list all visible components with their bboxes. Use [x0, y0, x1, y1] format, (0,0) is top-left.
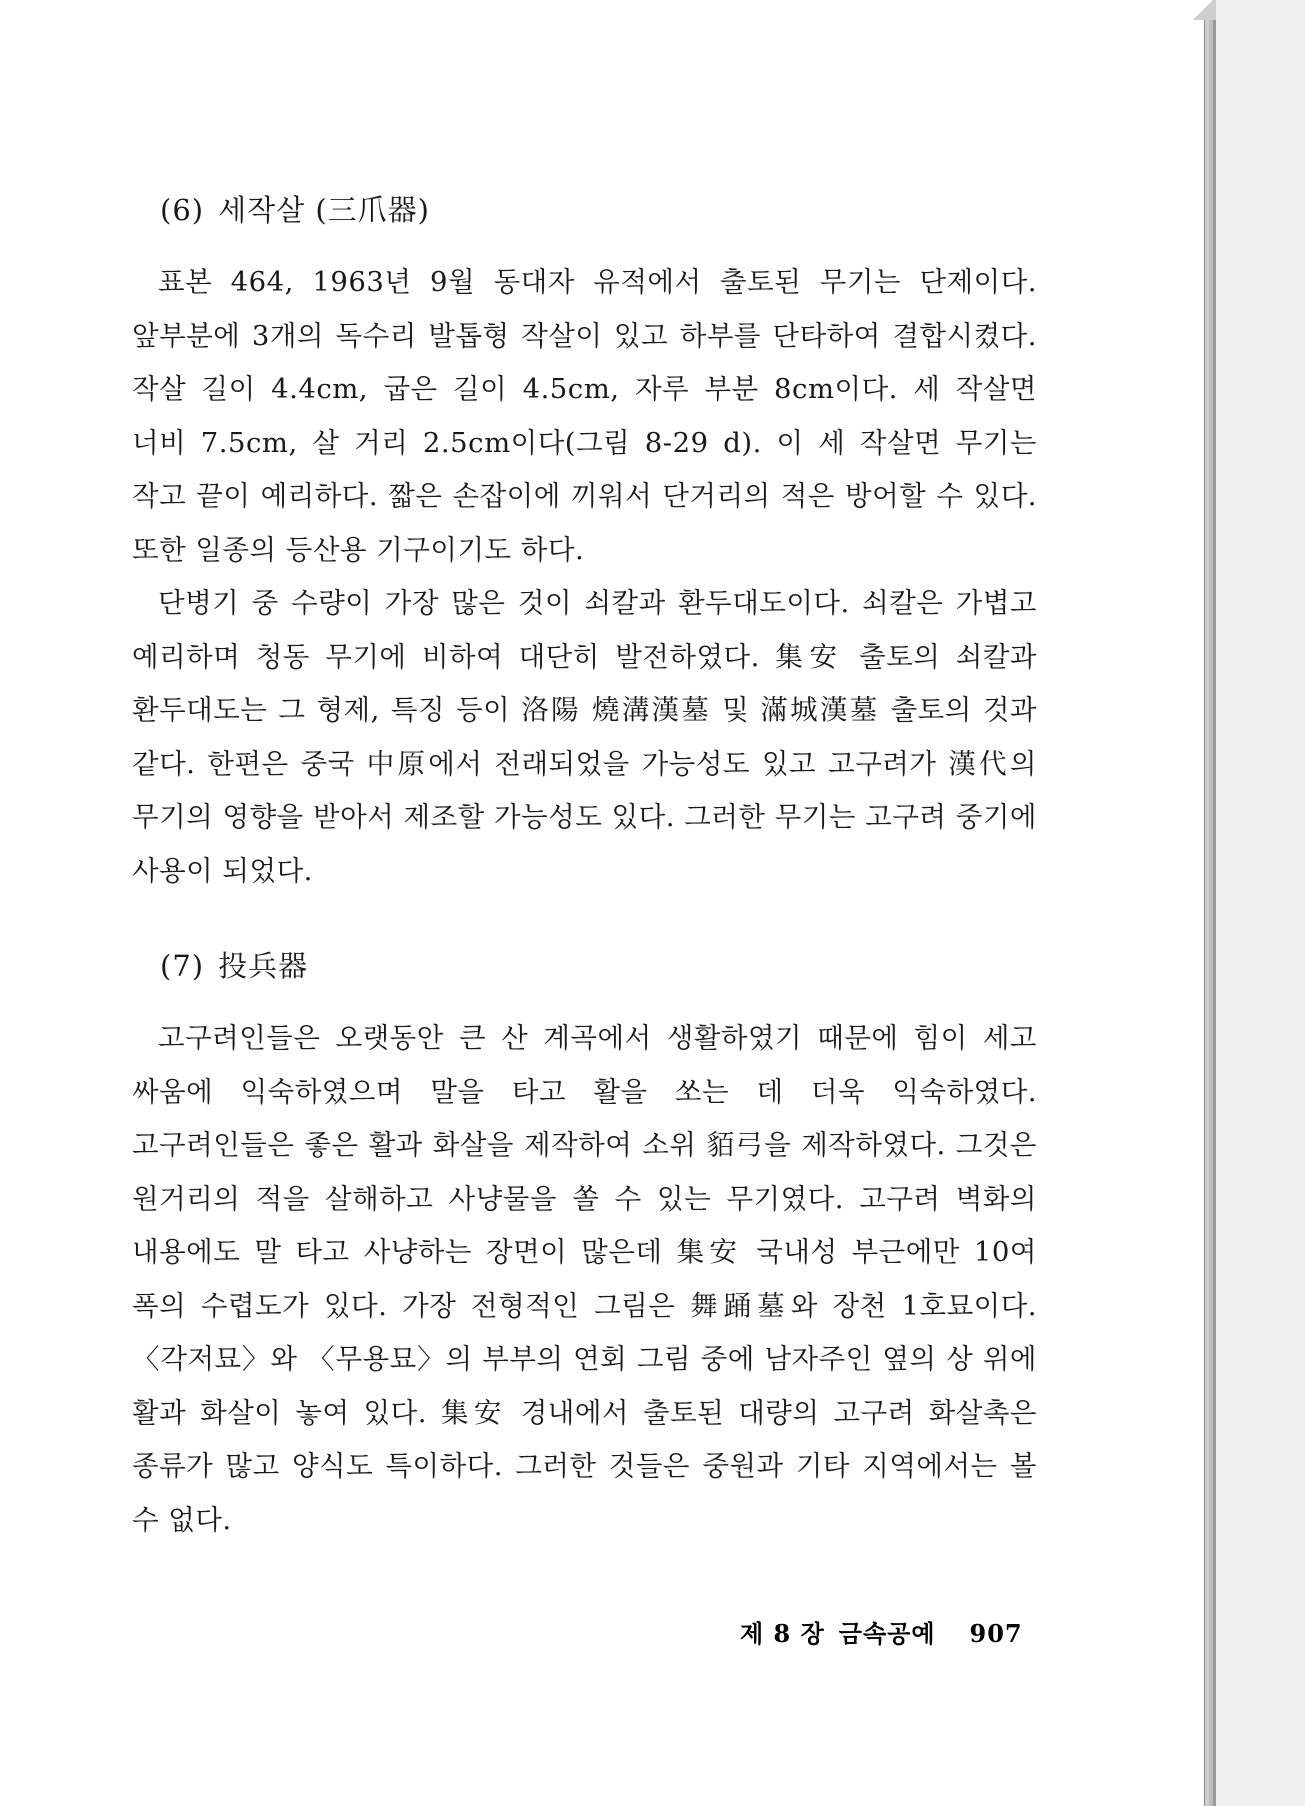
paragraph: 고구려인들은 오랫동안 큰 산 계곡에서 생활하였기 때문에 힘이 세고 싸움에 익숙하였으며 말을 타고 활을 쏘는 데 더욱 익숙하였다. 고구려인들은 좋은 활과 화살을 제작하여 소위 貊弓을 제작하였다. 그것은 원거리의 적을 살해하고 사냥물을 쏠 수 있는 무기였다. 고구려 벽화의 내용에도 말 타고 사냥하는 장면이 많은데 集安 국내성 부근에만 10여 폭의 수렵도가 있다. 가장 전형적인 그림은 舞踊墓와 장천 1호묘이다. 〈각저묘〉와 〈무용묘〉의 부부의 연회 그림 중에 남자주인 옆의 상 위에 활과 화살이 놓여 있다. 集安 경내에서 출토된 대량의 고구려 화살촉은 종류가 많고 양식도 특이하다. 그러한 것들은 중원과 기타 지역에서는 볼 수 없다. — [132, 1022, 1037, 1536]
chapter-label: 제 8 장 — [740, 1619, 825, 1648]
section-title: 세작살 (三爪器) — [218, 193, 430, 227]
paragraph: 단병기 중 수량이 가장 많은 것이 쇠칼과 환두대도이다. 쇠칼은 가볍고 예리하며 청동 무기에 비하여 대단히 발전하였다. 集安 출토의 쇠칼과 환두대도는 그 형제, 특징 등이 洛陽 燒溝漢墓 및 滿城漢墓 출토의 것과 같다. 한편은 중국 中原에서 전래되었을 가능성도 있고 고구려가 漢代의 무기의 영향을 받아서 제조할 가능성도 있다. 그러한 무기는 고구려 중기에 사용이 되었다. — [132, 587, 1037, 887]
page-corner-fold — [1190, 0, 1216, 20]
section-heading-6 — [160, 188, 430, 229]
page-number: 907 — [969, 1619, 1023, 1648]
page-footer — [740, 1614, 1023, 1649]
section-number: (7) — [160, 949, 205, 983]
section-title: 投兵器 — [218, 949, 309, 983]
section-heading-7 — [160, 944, 308, 985]
chapter-title: 금속공예 — [838, 1619, 936, 1648]
section-number: (6) — [160, 193, 205, 227]
paragraph: 표본 464, 1963년 9월 동대자 유적에서 출토된 무기는 단제이다. 앞부분에 3개의 독수리 발톱형 작살이 있고 하부를 단타하여 결합시켰다. 작살 길이 4.4cm, 굽은 길이 4.5cm, 자루 부분 8cm이다. 세 작살면 너비 7.5cm, 살 거리 2.5cm이다(그림 8-29 d). 이 세 작살면 무기는 작고 끝이 예리하다. 짧은 손잡이에 끼워서 단거리의 적은 방어할 수 있다. 또한 일종의 등산용 기구이기도 하다. — [132, 266, 1037, 566]
